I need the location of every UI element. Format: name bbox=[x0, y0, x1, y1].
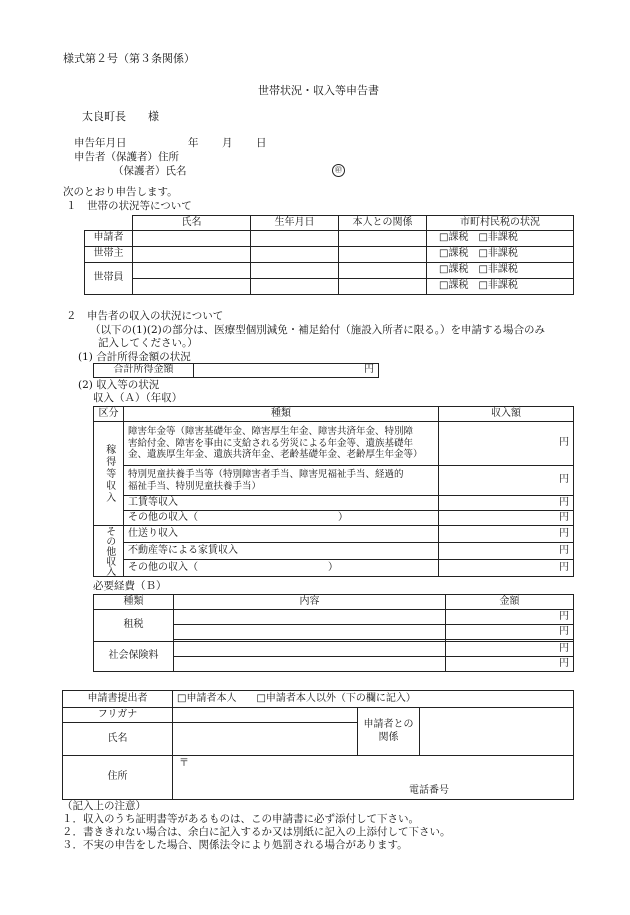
note-item: １．収入のうち証明書等があるものは、この申請書に必ず添付して下さい。 bbox=[62, 813, 419, 825]
row-householder: 世帯主 bbox=[85, 247, 133, 263]
expense-amount-cell[interactable]: 円 bbox=[446, 610, 574, 625]
col-tax-status: 市町村民税の状況 bbox=[427, 216, 574, 231]
other-earned-amount[interactable]: 円 bbox=[439, 511, 574, 526]
expense-content-cell[interactable] bbox=[174, 642, 446, 657]
cell-name[interactable] bbox=[133, 279, 251, 295]
untaxed-checkbox[interactable]: □非課税 bbox=[478, 264, 518, 276]
untaxed-checkbox[interactable]: □非課税 bbox=[478, 280, 518, 292]
cell-birthdate[interactable] bbox=[251, 279, 339, 295]
category-earned bbox=[94, 422, 124, 526]
category-other bbox=[94, 526, 124, 577]
expense-content-cell[interactable] bbox=[174, 625, 446, 640]
table-row bbox=[94, 466, 574, 496]
month-label: 月 bbox=[222, 137, 233, 149]
total-income-label: 合計所得金額 bbox=[94, 364, 194, 378]
row-applicant: 申請者 bbox=[85, 231, 133, 247]
taxed-checkbox[interactable]: □課税 bbox=[439, 248, 469, 260]
name-label: 氏名 bbox=[63, 723, 173, 756]
intro-text: 次のとおり申告します。 bbox=[63, 186, 178, 198]
expense-tax: 租税 bbox=[94, 610, 174, 642]
other-income-other: その他の収入（ ） bbox=[124, 560, 439, 577]
cell-birthdate[interactable] bbox=[251, 247, 339, 263]
applicant-name-label: （保護者）氏名 bbox=[113, 165, 187, 177]
remittance-amount[interactable]: 円 bbox=[439, 526, 574, 543]
submitter-other-checkbox[interactable]: □申請者本人以外（下の欄に記入） bbox=[256, 692, 416, 704]
applicant-address-label: 申告者（保護者）住所 bbox=[74, 151, 179, 163]
total-income-table bbox=[93, 363, 379, 378]
section2-note-line2: 記入してください。） bbox=[98, 337, 198, 349]
table-row bbox=[85, 247, 574, 263]
yen-unit: 円 bbox=[364, 364, 374, 376]
income-label: 収入（Ａ）（年収） bbox=[93, 392, 183, 404]
year-label: 年 bbox=[188, 137, 199, 149]
submitter-table bbox=[62, 690, 574, 800]
section2-heading: ２ 申告者の収入の状況について bbox=[66, 310, 224, 322]
category-earned-label: 稼得等収入 bbox=[103, 443, 115, 504]
name-field[interactable] bbox=[173, 723, 358, 756]
table-row bbox=[94, 543, 574, 560]
col-expense-amount: 金額 bbox=[446, 595, 574, 610]
table-row bbox=[85, 263, 574, 279]
wage-income: 工賃等収入 bbox=[124, 496, 439, 511]
cell-name[interactable] bbox=[133, 247, 251, 263]
note-item: ３．不実の申告をした場合、関係法令により処罰される場合があります。 bbox=[62, 839, 408, 851]
pension-line2: 害給付金、障害を事由に支給される労災による年金等、遺族基礎年 bbox=[128, 437, 414, 449]
date-label: 申告年月日 bbox=[74, 137, 127, 149]
untaxed-checkbox[interactable]: □非課税 bbox=[478, 232, 518, 244]
table-corner bbox=[85, 216, 133, 231]
submitter-self-checkbox[interactable]: □申請者本人 bbox=[177, 692, 237, 704]
phone-label: 電話番号 bbox=[409, 784, 449, 796]
col-category: 区分 bbox=[94, 407, 124, 422]
col-expense-content: 内容 bbox=[174, 595, 446, 610]
income-table bbox=[93, 406, 574, 577]
rental-amount[interactable]: 円 bbox=[439, 543, 574, 560]
table-row bbox=[94, 642, 574, 657]
submitter-options bbox=[173, 691, 574, 708]
tax-status-cell bbox=[427, 263, 574, 279]
table-row bbox=[94, 422, 574, 466]
cell-birthdate[interactable] bbox=[251, 263, 339, 279]
expense-content-cell[interactable] bbox=[174, 610, 446, 625]
col-type: 種類 bbox=[124, 407, 439, 422]
category-other-label: その他収入 bbox=[103, 526, 115, 576]
relation-field[interactable] bbox=[420, 708, 574, 756]
expense-table bbox=[93, 594, 574, 672]
taxed-checkbox[interactable]: □課税 bbox=[439, 280, 469, 292]
allowance-amount[interactable]: 円 bbox=[439, 466, 574, 496]
section1-heading: １ 世帯の状況等について bbox=[66, 200, 192, 212]
page-title: 世帯状況・収入等申告書 bbox=[258, 84, 379, 97]
table-row bbox=[94, 496, 574, 511]
household-table bbox=[84, 215, 574, 295]
address-field[interactable] bbox=[173, 756, 574, 800]
note-item: ２．書ききれない場合は、余白に記入するか又は別紙に記入の上添付して下さい。 bbox=[62, 826, 451, 838]
col-expense-type: 種類 bbox=[94, 595, 174, 610]
tax-status-cell bbox=[427, 231, 574, 247]
remittance-income: 仕送り収入 bbox=[124, 526, 439, 543]
cell-relation[interactable] bbox=[339, 263, 427, 279]
expense-content-cell[interactable] bbox=[174, 657, 446, 672]
postal-mark: 〒 bbox=[179, 758, 189, 769]
cell-name[interactable] bbox=[133, 231, 251, 247]
table-row bbox=[94, 526, 574, 543]
table-row bbox=[94, 610, 574, 625]
tax-status-cell bbox=[427, 247, 574, 263]
wage-amount[interactable]: 円 bbox=[439, 496, 574, 511]
submitter-label: 申請書提出者 bbox=[63, 691, 173, 708]
allowance-line1: 特別児童扶養手当等（特別障害者手当、障害児福祉手当、経過的 bbox=[128, 468, 404, 480]
notes-heading: （記入上の注意） bbox=[62, 800, 146, 812]
section2-note-line1: （以下の(1)(2)の部分は、医療型個別減免・補足給付（施設入所者に限る。）を申請する場合のみ bbox=[90, 324, 545, 336]
table-row bbox=[85, 231, 574, 247]
expense-amount-cell[interactable]: 円 bbox=[446, 642, 574, 657]
table-row bbox=[94, 560, 574, 577]
tax-status-cell bbox=[427, 279, 574, 295]
furigana-label: フリガナ bbox=[63, 708, 173, 723]
taxed-checkbox[interactable]: □課税 bbox=[439, 264, 469, 276]
cell-relation[interactable] bbox=[339, 231, 427, 247]
allowance-cell bbox=[124, 466, 439, 496]
table-row bbox=[94, 511, 574, 526]
expense-social-insurance: 社会保険料 bbox=[94, 642, 174, 672]
pension-line1: 障害年金等（障害基礎年金、障害厚生年金、障害共済年金、特別障 bbox=[128, 425, 414, 437]
expense-label: 必要経費（Ｂ） bbox=[93, 580, 167, 592]
pension-amount[interactable]: 円 bbox=[439, 422, 574, 466]
expense-amount-cell[interactable]: 円 bbox=[446, 625, 574, 640]
rental-income: 不動産等による家賃収入 bbox=[124, 543, 439, 560]
addressee: 太良町長 様 bbox=[82, 110, 159, 123]
taxed-checkbox[interactable]: □課税 bbox=[439, 232, 469, 244]
pension-cell bbox=[124, 422, 439, 466]
total-income-field[interactable] bbox=[194, 364, 379, 378]
subsection1-heading: (1) 合計所得金額の状況 bbox=[78, 351, 191, 363]
col-amount: 収入額 bbox=[439, 407, 574, 422]
seal-icon: ㊞ bbox=[332, 164, 345, 177]
cell-birthdate[interactable] bbox=[251, 231, 339, 247]
subsection2-heading: (2) 収入等の状況 bbox=[78, 379, 160, 391]
col-birthdate: 生年月日 bbox=[251, 216, 339, 231]
other-income-earned: その他の収入（ ） bbox=[124, 511, 439, 526]
form-number: 様式第２号（第３条関係） bbox=[63, 52, 195, 65]
cell-relation[interactable] bbox=[339, 279, 427, 295]
other-other-amount[interactable]: 円 bbox=[439, 560, 574, 577]
allowance-line2: 福祉手当、特別児童扶養手当） bbox=[128, 480, 262, 492]
expense-amount-cell[interactable]: 円 bbox=[446, 657, 574, 672]
pension-line3: 金、遺族厚生年金、遺族共済年金、老齢基礎年金、老齢厚生年金等） bbox=[128, 449, 423, 461]
untaxed-checkbox[interactable]: □非課税 bbox=[478, 248, 518, 260]
cell-relation[interactable] bbox=[339, 247, 427, 263]
relation-label: 申請者との関係 bbox=[358, 708, 420, 756]
day-label: 日 bbox=[256, 137, 267, 149]
address-label: 住所 bbox=[63, 756, 173, 800]
row-household-member: 世帯員 bbox=[85, 263, 133, 295]
col-name: 氏名 bbox=[133, 216, 251, 231]
col-relation: 本人との関係 bbox=[339, 216, 427, 231]
table-row bbox=[85, 279, 574, 295]
cell-name[interactable] bbox=[133, 263, 251, 279]
furigana-field[interactable] bbox=[173, 708, 358, 723]
seal-mark bbox=[332, 163, 345, 177]
